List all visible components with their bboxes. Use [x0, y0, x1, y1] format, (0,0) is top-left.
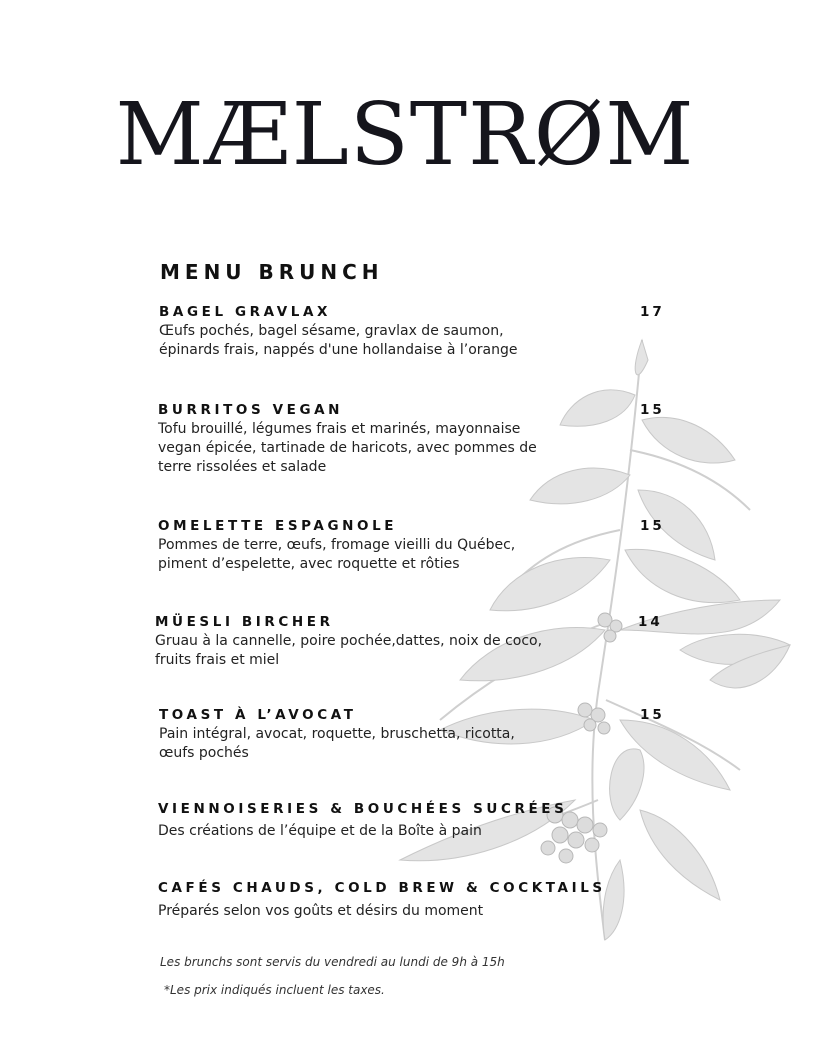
menu-item-description: Gruau à la cannelle, poire pochée,dattes, noix de coco, fruits frais et miel	[155, 633, 543, 668]
taxes-note: *Les prix indiqués incluent les taxes.	[164, 983, 385, 997]
menu-item	[158, 518, 515, 574]
menu-item-price: 15	[640, 402, 665, 418]
menu-item	[158, 801, 567, 841]
menu-item	[158, 880, 606, 921]
menu-item-description: Des créations de l’équipe et de la Boîte à pain	[158, 823, 482, 839]
menu-item	[158, 402, 537, 477]
menu-item-description: Pain intégral, avocat, roquette, bruschetta, ricotta, œufs pochés	[159, 726, 515, 761]
section-title: MENU BRUNCH	[160, 260, 384, 284]
menu-item-price: 15	[640, 518, 665, 534]
brand-name: MÆLSTRØM	[115, 85, 695, 185]
brand-logo	[0, 85, 816, 185]
menu-item	[159, 707, 515, 763]
menu-item-price: 14	[638, 614, 663, 630]
hours-note: Les brunchs sont servis du vendredi au lundi de 9h à 15h	[160, 955, 505, 969]
menu-item-name: OMELETTE ESPAGNOLE	[158, 518, 398, 534]
menu-item-name: TOAST À L’AVOCAT	[159, 707, 357, 723]
menu-item-name: VIENNOISERIES & BOUCHÉES SUCRÉES	[158, 801, 568, 817]
menu-item-name: BURRITOS VEGAN	[158, 402, 344, 418]
menu-item-name: MÜESLI BIRCHER	[155, 614, 334, 630]
menu-item-description: Tofu brouillé, légumes frais et marinés, mayonnaise vegan épicée, tartinade de haricots, avec pommes de terre rissolées et salade	[158, 421, 537, 475]
menu-item-description: Préparés selon vos goûts et désirs du moment	[158, 903, 484, 919]
menu-item-price: 17	[640, 304, 665, 320]
menu-item	[159, 304, 517, 360]
menu-item	[155, 614, 542, 670]
menu-item-name: BAGEL GRAVLAX	[159, 304, 332, 320]
menu-item-description: Pommes de terre, œufs, fromage vieilli du Québec, piment d’espelette, avec roquette et rôties	[158, 537, 516, 572]
menu-item-description: Œufs pochés, bagel sésame, gravlax de saumon, épinards frais, nappés d'une hollandaise à l’orange	[159, 323, 518, 358]
menu-item-price: 15	[640, 707, 665, 723]
menu-item-name: CAFÉS CHAUDS, COLD BREW & COCKTAILS	[158, 880, 606, 896]
